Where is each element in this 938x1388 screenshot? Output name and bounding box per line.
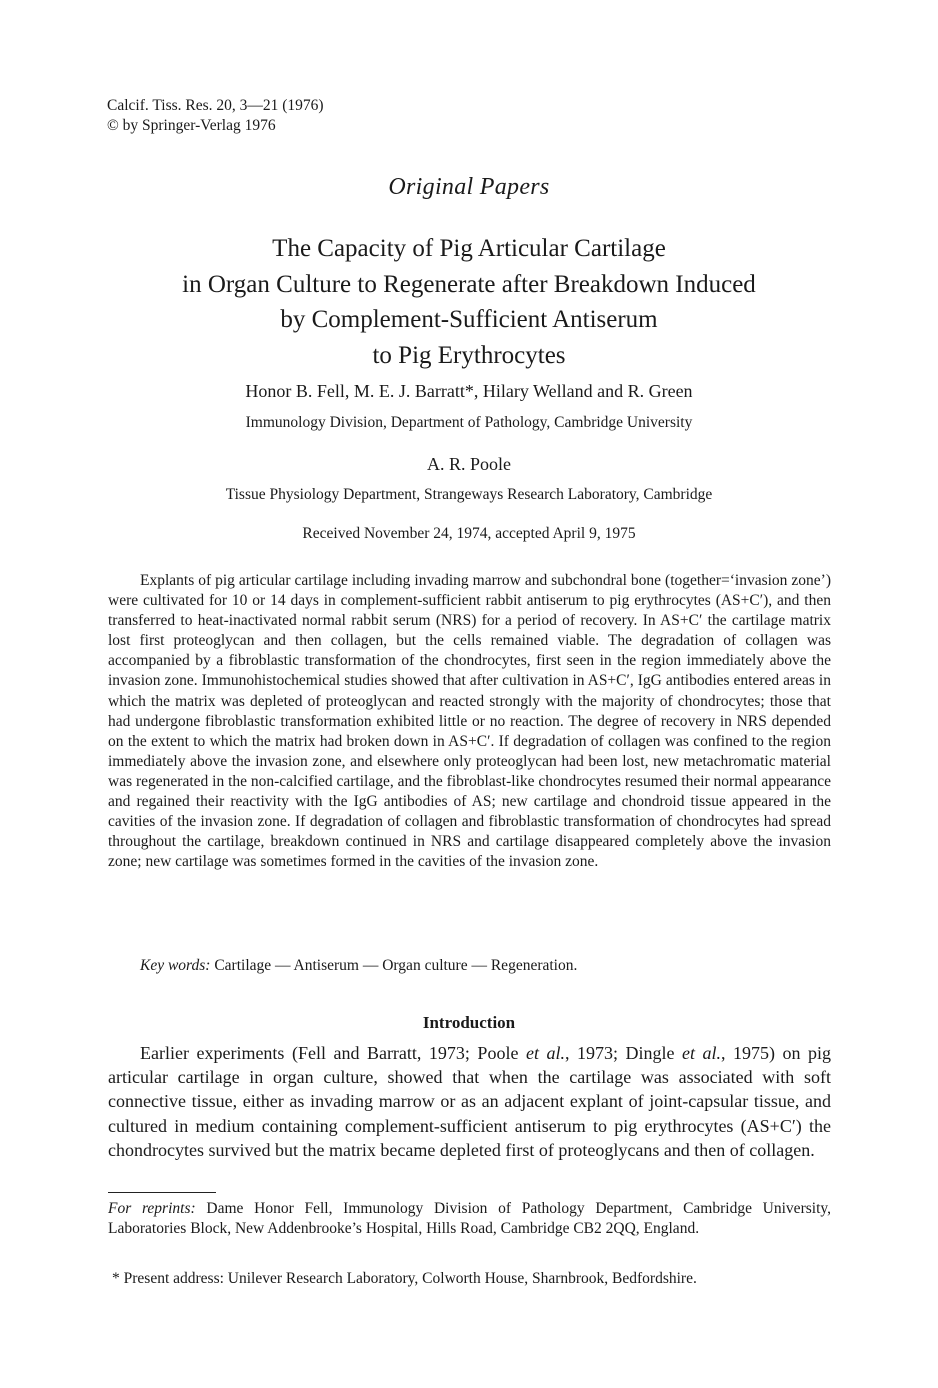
intro-etal: et al. [525,1043,565,1063]
section-heading: Original Papers [388,174,550,200]
journal-header [107,96,324,136]
footnote-present-address: * Present address: Unilever Research Laboratory, Colworth House, Sharnbrook, Bedfordshire. [112,1270,697,1287]
intro-text: , 1975) on pig articular cartilage in organ culture, showed that when the cartilage was associated with soft connective tissue, either as invading marrow or as an adjacent explant of joint-capsular tissue, and cultured in medium containing complement-sufficient antiserum to pig erythrocytes (AS+C′) the chondrocytes survived but the matrix became depleted first of proteoglycans and then of collagen. [108,1043,831,1160]
keywords-label: Key words: [140,957,211,974]
journal-citation: Calcif. Tiss. Res. 20, 3—21 (1976) [107,97,324,114]
footnote-rule [108,1192,216,1193]
title-line: to Pig Erythrocytes [372,341,566,369]
author-list: Honor B. Fell, M. E. J. Barratt*, Hilary Welland and R. Green [245,381,693,401]
title-line: The Capacity of Pig Articular Cartilage [272,235,666,262]
reprints-label: For reprints: [108,1200,196,1217]
affiliation-immunology: Immunology Division, Department of Pathology, Cambridge University [245,414,693,431]
copyright-notice: © by Springer-Verlag 1976 [107,117,276,134]
introduction-paragraph [108,1041,831,1162]
author-poole: A. R. Poole [426,454,511,474]
abstract: Explants of pig articular cartilage including invading marrow and subchondral bone (together=‘invasion zone’) were cultivated for 10 or 14 days in complement-sufficient rabbit antiserum to pig erythrocytes (AS+C′), and then transferred to heat-inactivated normal rabbit serum (NRS) for a period of recovery. In AS+C′ the cartilage matrix lost first proteoglycan and then collagen, but the cells remained viable. The degradation of collagen was accompanied by a fibroblastic transformation of the chondrocytes, first seen in the region immediately above the invasion zone. Immunohistochemical studies showed that after cultivation in AS+C′, IgG antibodies entered areas in which the matrix was depleted of proteoglycan and reacted strongly with the majority of chondrocytes; those that had undergone fibroblastic transformation exhibited little or no reaction. The degree of recovery in NRS depended on the extent to which the matrix had broken down in AS+C′. If degradation of collagen was confined to the region immediately above the invasion zone, and elsewhere only proteoglycan had been lost, new metachromatic material was regenerated in the non-calcified cartilage, and the fibroblast-like chondrocytes resumed their normal appearance and regained their reactivity with the IgG antibodies of AS; new cartilage and chondroid tissue appeared in the cavities of the invasion zone. If degradation of collagen and fibroblastic transformation of chondrocytes had spread throughout the cartilage, breakdown continued in NRS and cartilage disappeared completely above the invasion zone; new cartilage was sometimes formed in the cavities of the invasion zone. [108,572,832,871]
keywords [140,957,577,975]
intro-text: Earlier experiments (Fell and Barratt, 1973; Poole [140,1043,526,1063]
paper-title [100,231,838,373]
keywords-text: Cartilage — Antiserum — Organ culture — Regeneration. [214,957,578,974]
introduction-heading: Introduction [422,1013,516,1032]
affiliation-strangeways: Tissue Physiology Department, Strangeways Research Laboratory, Cambridge [225,486,713,503]
footnote-reprints [108,1199,831,1238]
title-line: in Organ Culture to Regenerate after Breakdown Induced [182,270,756,298]
received-date: Received November 24, 1974, accepted April 9, 1975 [302,525,636,542]
intro-text: , 1973; Dingle [564,1043,682,1063]
reprints-text: Dame Honor Fell, Immunology Division of Pathology Department, Cambridge University, Laboratories Block, New Addenbrooke’s Hospital, Hills Road, Cambridge CB2 2QQ, England. [108,1200,831,1237]
intro-etal: et al. [681,1043,721,1063]
title-line: by Complement-Sufficient Antiserum [280,306,658,333]
